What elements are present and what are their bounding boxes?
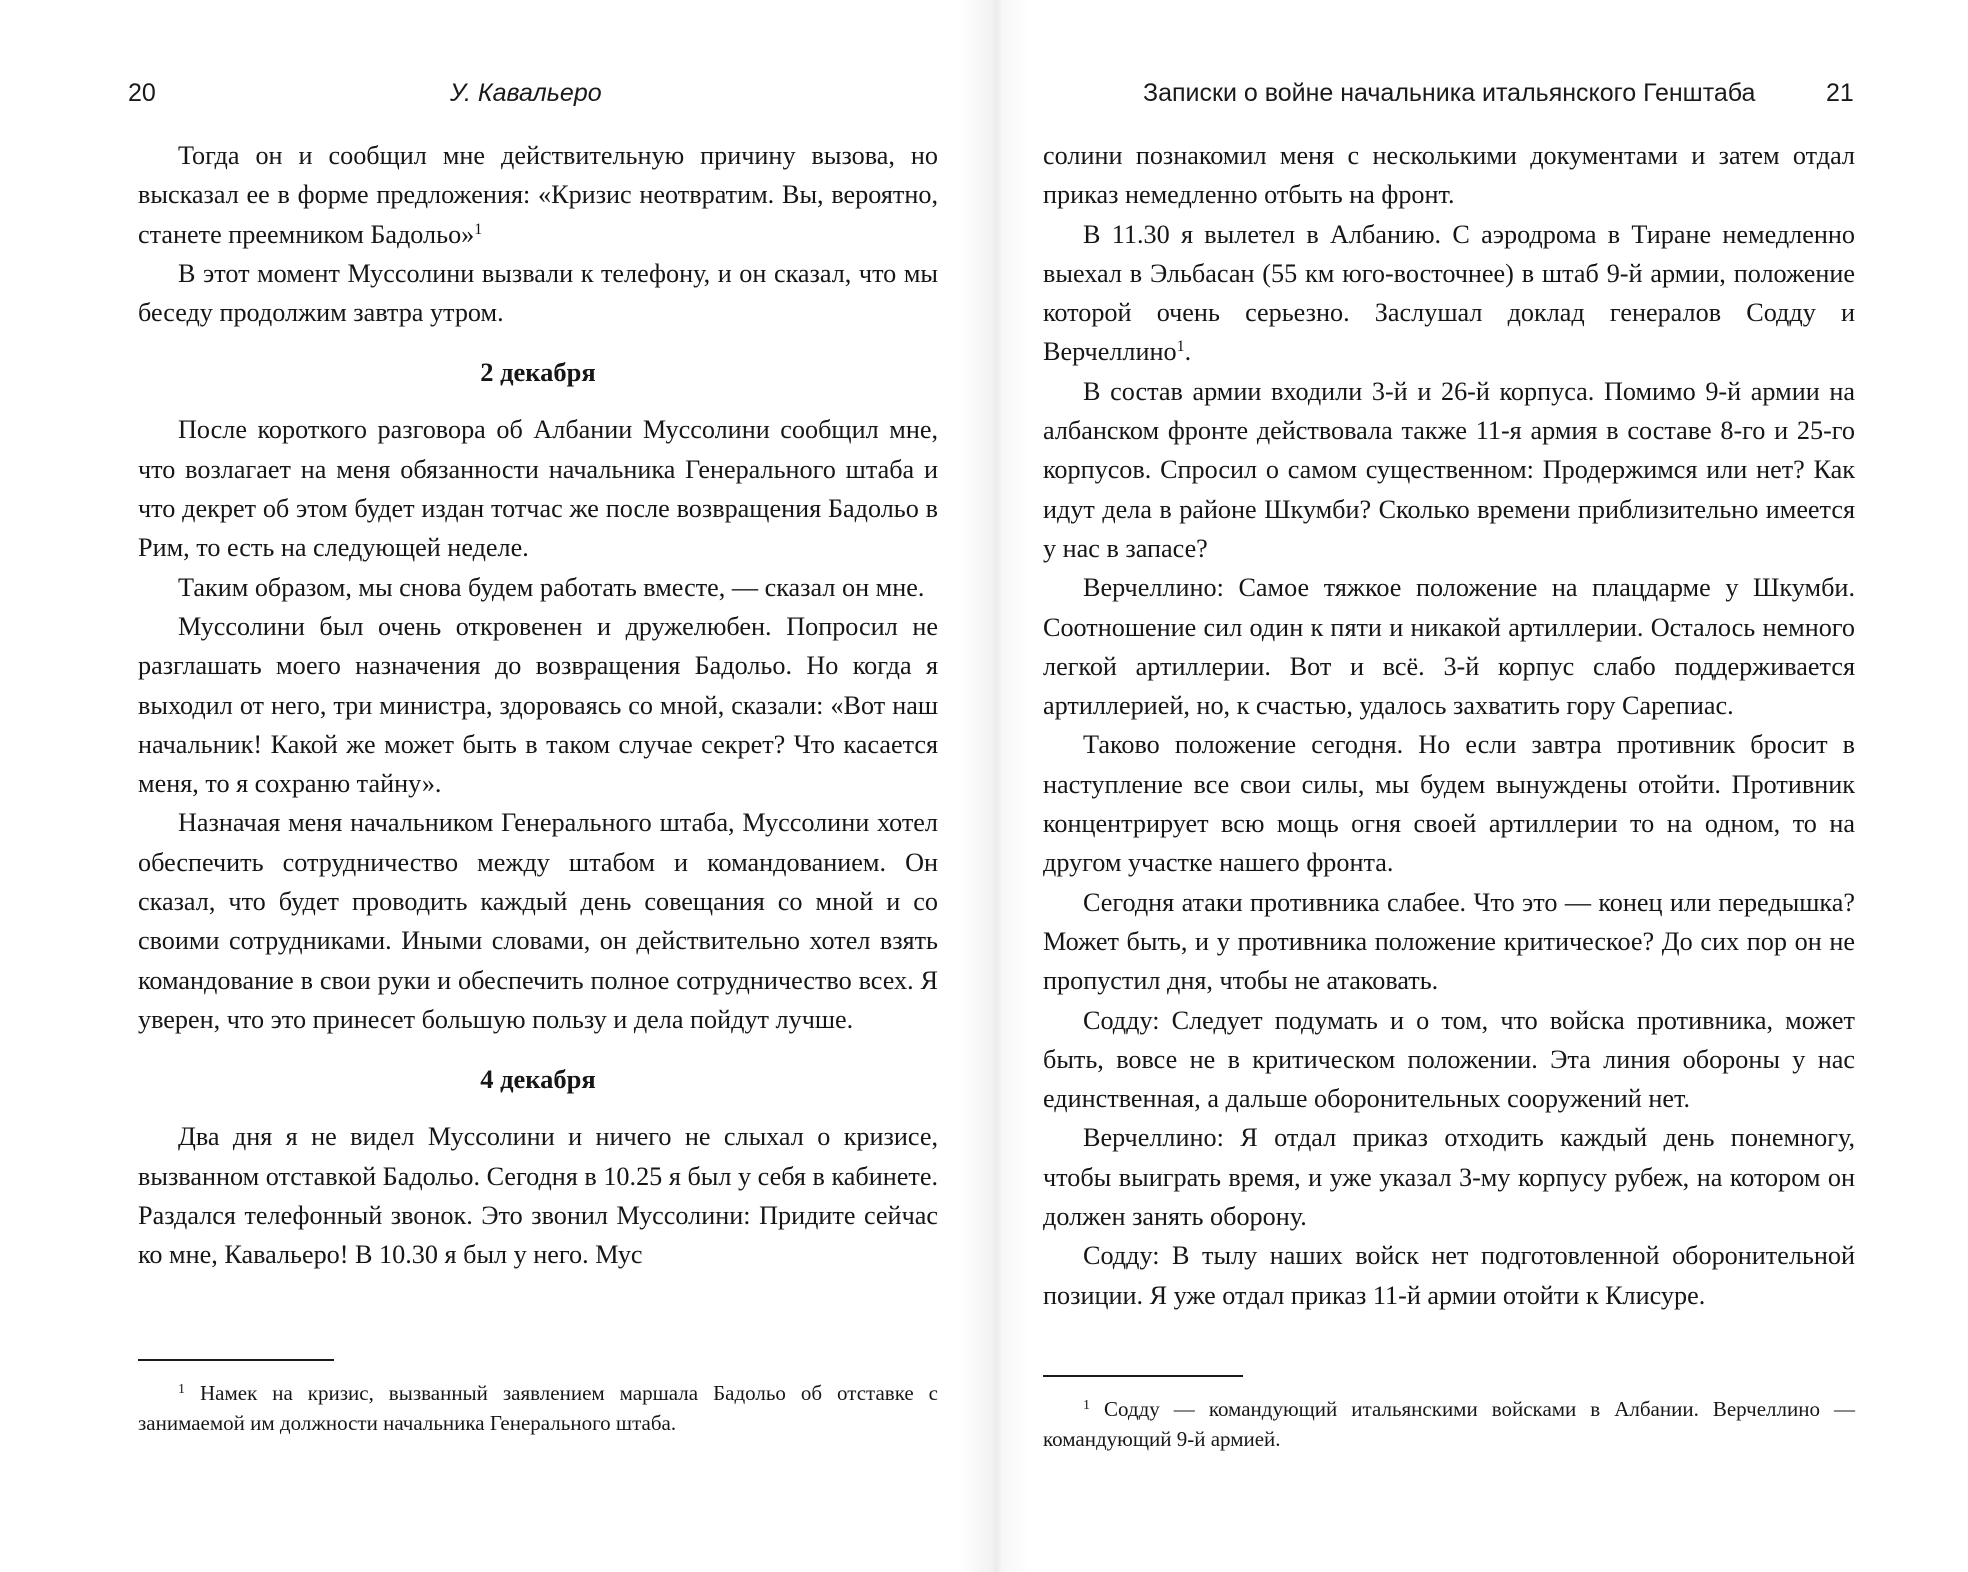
paragraph-text: Таким образом, мы снова будем работать вместе, — сказал он мне.	[178, 572, 925, 602]
paragraph	[1043, 372, 1855, 568]
paragraph-text: Тогда он и сообщил мне действительную причину вызова, но высказал ее в форме предложения: «Кризис неотвратим. Вы, вероятно, станете преемником Бадольо»	[138, 141, 938, 249]
paragraph-text: Содду: В тылу наших войск нет подготовленной оборонительной позиции. Я уже отдал приказ 11-й армии отойти к Клисуре.	[1043, 1241, 1855, 1310]
paragraph-text: 4 декабря	[480, 1064, 596, 1095]
paragraph-text: Верчеллино: Самое тяжкое положение на плацдарме у Шкумби. Соотношение сил один к пяти и никакой артиллерии. Осталось немного легкой артиллерии. Вот и всё. 3-й корпус слабо поддерживается артиллерией, но, к счастью, удалось захватить гору Сарепиас.	[1043, 573, 1855, 721]
paragraph-text: Назначая меня начальником Генерального штаба, Муссолини хотел обеспечить сотрудничество между штабом и командованием. Он сказал, что будет проводить каждый день совещания со мной и со своими сотрудниками. Иными словами, он действительно хотел взять командование в свои руки и обеспечить полное сотрудничество всех. Я уверен, что это принесет большую пользу и дела пойдут лучше.	[138, 808, 938, 1034]
paragraph	[1043, 1236, 1855, 1315]
right-footnote-marker: 1	[1083, 1398, 1090, 1413]
paragraph-text: Верчеллино: Я отдал приказ отходить каждый день понемногу, чтобы выиграть время, и уже указал 3-му корпусу рубеж, на котором он должен занять оборону.	[1043, 1123, 1855, 1232]
paragraph-text: Содду: Следует подумать и о том, что войска противника, может быть, вовсе не в критическом положении. Эта линия обороны у нас единственная, а дальше оборонительных сооружений нет.	[1043, 1005, 1855, 1114]
paragraph	[1043, 136, 1855, 215]
paragraph	[1043, 568, 1855, 725]
paragraph-text: В этот момент Муссолини вызвали к телефону, и он сказал, что мы беседу продолжим завтра утром.	[138, 258, 938, 328]
footnote-ref: 1	[1176, 338, 1185, 356]
right-page	[984, 0, 1968, 1572]
paragraph	[138, 803, 938, 1039]
right-page-number: 21	[1826, 79, 1854, 107]
left-footnote	[138, 1378, 938, 1438]
paragraph	[138, 1117, 938, 1274]
paragraph	[1043, 215, 1855, 372]
paragraph	[1043, 725, 1855, 882]
right-body-text	[1043, 136, 1855, 1315]
right-footnote	[1043, 1394, 1855, 1454]
paragraph-text: 2 декабря	[480, 357, 596, 388]
left-footnote-rule	[138, 1359, 334, 1361]
paragraph-text: Два дня я не видел Муссолини и ничего не слыхал о кризисе, вызванном отставкой Бадольо. Сегодня в 10.25 я был у себя в кабинете. Раздался телефонный звонок. Это звонил Муссолини: Придите сейчас ко мне, Кавальеро! В 10.30 я был у него. Мус	[138, 1122, 938, 1270]
paragraph	[138, 254, 938, 333]
date-heading	[138, 1061, 938, 1097]
left-running-head: У. Кавальеро	[450, 79, 602, 107]
paragraph	[1043, 1001, 1855, 1119]
paragraph-text: В состав армии входили 3-й и 26-й корпуса. Помимо 9-й армии на албанском фронте действовала также 11-я армия в составе 8-го и 25-го корпусов. Спросил о самом существенном: Продержимся или нет? Как идут дела в районе Шкумби? Сколько времени приблизительно имеется у нас в запасе?	[1043, 376, 1855, 563]
footnote-ref: 1	[474, 220, 483, 238]
right-running-head: Записки о войне начальника итальянского Генштаба	[1143, 79, 1756, 107]
left-footnote-marker: 1	[178, 1382, 185, 1397]
paragraph-text: Сегодня атаки противника слабее. Что это — конец или передышка? Может быть, и у противника положение критическое? До сих пор он не пропустил дня, чтобы не атаковать.	[1043, 887, 1855, 996]
paragraph-text: солини познакомил меня с несколькими документами и затем отдал приказ немедленно отбыть на фронт.	[1043, 141, 1855, 210]
paragraph-text: В 11.30 я вылетел в Албанию. С аэродрома в Тиране немедленно выехал в Эльбасан (55 км юго-восточнее) в штаб 9-й армии, положение которой очень серьезно. Заслушал доклад генералов Содду и Верчеллино	[1043, 219, 1855, 367]
paragraph	[138, 568, 938, 607]
right-footnote-rule	[1043, 1375, 1243, 1377]
left-page-number: 20	[128, 79, 156, 107]
left-body-text	[138, 136, 938, 1274]
paragraph-text: Таково положение сегодня. Но если завтра противник бросит в наступление все свои силы, мы будем вынуждены отойти. Противник концентрирует всю мощь огня своей артиллерии то на одном, то на другом участке нашего фронта.	[1043, 730, 1855, 878]
left-footnote-text: Намек на кризис, вызванный заявлением маршала Бадольо об отставке с занимаемой им должности начальника Генерального штаба.	[138, 1381, 938, 1435]
paragraph	[1043, 883, 1855, 1001]
paragraph	[1043, 1118, 1855, 1236]
paragraph-tail: .	[1184, 337, 1192, 367]
paragraph	[138, 410, 938, 567]
date-heading	[138, 354, 938, 390]
paragraph-text: Муссолини был очень откровенен и дружелюбен. Попросил не разглашать моего назначения до возвращения Бадольо. Но когда я выходил от него, три министра, здороваясь со мной, сказали: «Вот наш начальник! Какой же может быть в таком случае секрет? Что касается меня, то я сохраню тайну».	[138, 611, 938, 799]
paragraph	[138, 607, 938, 803]
paragraph	[138, 136, 938, 254]
right-footnote-text: Содду — командующий итальянскими войсками в Албании. Верчеллино — командующий 9-й армией.	[1043, 1397, 1855, 1451]
paragraph-text: После короткого разговора об Албании Муссолини сообщил мне, что возлагает на меня обязанности начальника Генерального штаба и что декрет об этом будет издан тотчас же после возвращения Бадольо в Рим, то есть на следующей неделе.	[138, 415, 938, 563]
